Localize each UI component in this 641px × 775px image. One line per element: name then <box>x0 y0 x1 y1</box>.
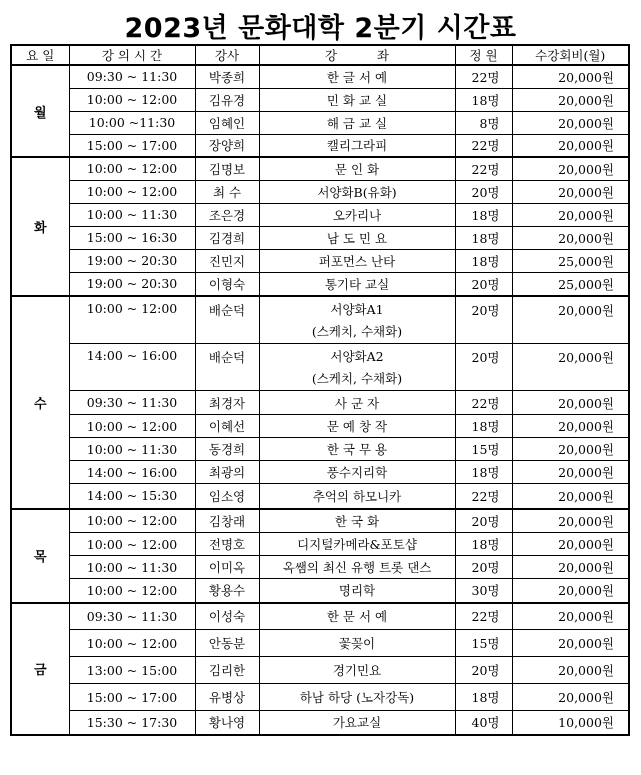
course-cell <box>259 344 455 391</box>
table-row <box>11 657 629 684</box>
teacher-cell: 황나영 <box>195 711 259 735</box>
table-row <box>11 603 629 630</box>
table-row <box>11 579 629 603</box>
fee-cell: 20,000원 <box>512 296 629 344</box>
fee-cell: 20,000원 <box>512 484 629 509</box>
header-capacity: 정 원 <box>455 45 512 65</box>
time-cell: 15:00 ~ 17:00 <box>69 684 195 711</box>
course-subtitle: (스케치, 수채화) <box>311 371 403 386</box>
schedule-body <box>11 65 629 735</box>
capacity-cell: 20명 <box>455 296 512 344</box>
table-row <box>11 203 629 226</box>
capacity-cell: 15명 <box>455 630 512 657</box>
teacher-cell: 이성숙 <box>195 603 259 630</box>
time-cell: 14:00 ~ 15:30 <box>69 484 195 509</box>
fee-cell: 20,000원 <box>512 415 629 438</box>
time-cell: 10:00 ~ 11:30 <box>69 203 195 226</box>
fee-cell: 20,000원 <box>512 391 629 415</box>
capacity-cell: 18명 <box>455 533 512 556</box>
table-row <box>11 461 629 484</box>
capacity-cell: 8명 <box>455 111 512 134</box>
time-cell: 09:30 ~ 11:30 <box>69 603 195 630</box>
time-cell: 14:00 ~ 16:00 <box>69 344 195 391</box>
capacity-cell: 22명 <box>455 484 512 509</box>
teacher-cell: 이미옥 <box>195 556 259 579</box>
teacher-cell: 김유경 <box>195 88 259 111</box>
capacity-cell: 22명 <box>455 65 512 88</box>
table-row <box>11 157 629 180</box>
time-cell: 10:00 ~ 12:00 <box>69 157 195 180</box>
time-cell: 09:30 ~ 11:30 <box>69 65 195 88</box>
teacher-cell: 김경희 <box>195 226 259 249</box>
teacher-cell: 황용수 <box>195 579 259 603</box>
fee-cell: 20,000원 <box>512 65 629 88</box>
table-row <box>11 272 629 296</box>
capacity-cell: 18명 <box>455 203 512 226</box>
fee-cell: 20,000원 <box>512 88 629 111</box>
day-cell: 월 <box>11 65 69 157</box>
capacity-cell: 18명 <box>455 226 512 249</box>
teacher-cell: 최 수 <box>195 180 259 203</box>
fee-cell: 20,000원 <box>512 556 629 579</box>
table-row <box>11 630 629 657</box>
teacher-cell: 이혜선 <box>195 415 259 438</box>
course-cell: 추억의 하모니카 <box>259 484 455 509</box>
table-row <box>11 134 629 157</box>
fee-cell: 20,000원 <box>512 203 629 226</box>
course-subtitle: (스케치, 수채화) <box>311 324 403 339</box>
table-row <box>11 344 629 391</box>
capacity-cell: 18명 <box>455 88 512 111</box>
header-fee: 수강회비(월) <box>512 45 629 65</box>
teacher-cell: 배순덕 <box>195 344 259 391</box>
day-cell: 수 <box>11 296 69 509</box>
capacity-cell: 18명 <box>455 684 512 711</box>
schedule-table <box>10 44 630 736</box>
fee-cell: 20,000원 <box>512 657 629 684</box>
day-cell: 목 <box>11 509 69 603</box>
table-row <box>11 296 629 344</box>
course-cell: 사 군 자 <box>259 391 455 415</box>
fee-cell: 20,000원 <box>512 438 629 461</box>
header-teacher: 강사 <box>195 45 259 65</box>
capacity-cell: 20명 <box>455 180 512 203</box>
fee-cell: 20,000원 <box>512 226 629 249</box>
fee-cell: 20,000원 <box>512 684 629 711</box>
fee-cell: 20,000원 <box>512 603 629 630</box>
teacher-cell: 진민지 <box>195 249 259 272</box>
table-row <box>11 226 629 249</box>
fee-cell: 20,000원 <box>512 509 629 533</box>
course-cell: 서양화B(유화) <box>259 180 455 203</box>
teacher-cell: 동경희 <box>195 438 259 461</box>
course-cell: 한 글 서 예 <box>259 65 455 88</box>
time-cell: 15:00 ~ 17:00 <box>69 134 195 157</box>
table-row <box>11 711 629 735</box>
fee-cell: 20,000원 <box>512 180 629 203</box>
teacher-cell: 최경자 <box>195 391 259 415</box>
capacity-cell: 30명 <box>455 579 512 603</box>
course-name: 서양화A1 <box>330 302 384 317</box>
capacity-cell: 20명 <box>455 272 512 296</box>
table-row <box>11 391 629 415</box>
time-cell: 14:00 ~ 16:00 <box>69 461 195 484</box>
time-cell: 09:30 ~ 11:30 <box>69 391 195 415</box>
teacher-cell: 김창래 <box>195 509 259 533</box>
fee-cell: 25,000원 <box>512 249 629 272</box>
time-cell: 10:00 ~ 12:00 <box>69 509 195 533</box>
table-row <box>11 438 629 461</box>
time-cell: 10:00 ~ 12:00 <box>69 296 195 344</box>
course-cell: 한 국 화 <box>259 509 455 533</box>
course-cell: 오카리나 <box>259 203 455 226</box>
header-course: 강 좌 <box>259 45 455 65</box>
time-cell: 10:00 ~ 12:00 <box>69 180 195 203</box>
capacity-cell: 20명 <box>455 556 512 579</box>
capacity-cell: 18명 <box>455 461 512 484</box>
header-row <box>11 45 629 65</box>
teacher-cell: 임소영 <box>195 484 259 509</box>
fee-cell: 25,000원 <box>512 272 629 296</box>
course-cell: 해 금 교 실 <box>259 111 455 134</box>
time-cell: 10:00 ~ 12:00 <box>69 579 195 603</box>
capacity-cell: 18명 <box>455 249 512 272</box>
time-cell: 13:00 ~ 15:00 <box>69 657 195 684</box>
fee-cell: 20,000원 <box>512 461 629 484</box>
fee-cell: 20,000원 <box>512 111 629 134</box>
time-cell: 10:00 ~ 12:00 <box>69 630 195 657</box>
capacity-cell: 22명 <box>455 603 512 630</box>
teacher-cell: 조은경 <box>195 203 259 226</box>
time-cell: 19:00 ~ 20:30 <box>69 249 195 272</box>
fee-cell: 20,000원 <box>512 157 629 180</box>
teacher-cell: 안동분 <box>195 630 259 657</box>
table-row <box>11 249 629 272</box>
capacity-cell: 22명 <box>455 391 512 415</box>
page-title: 2023년 문화대학 2분기 시간표 <box>124 13 517 44</box>
course-cell <box>259 296 455 344</box>
teacher-cell: 임혜인 <box>195 111 259 134</box>
table-row <box>11 684 629 711</box>
table-row <box>11 88 629 111</box>
course-name: 서양화A2 <box>330 349 384 364</box>
time-cell: 10:00 ~ 12:00 <box>69 415 195 438</box>
course-cell: 캘리그라피 <box>259 134 455 157</box>
capacity-cell: 22명 <box>455 134 512 157</box>
course-cell: 한 국 무 용 <box>259 438 455 461</box>
fee-cell: 20,000원 <box>512 579 629 603</box>
time-cell: 15:30 ~ 17:30 <box>69 711 195 735</box>
fee-cell: 20,000원 <box>512 134 629 157</box>
day-cell: 금 <box>11 603 69 735</box>
fee-cell: 20,000원 <box>512 533 629 556</box>
course-cell: 남 도 민 요 <box>259 226 455 249</box>
course-cell: 경기민요 <box>259 657 455 684</box>
table-row <box>11 415 629 438</box>
teacher-cell: 장양희 <box>195 134 259 157</box>
course-cell: 옥쌤의 최신 유행 트롯 댄스 <box>259 556 455 579</box>
fee-cell: 20,000원 <box>512 630 629 657</box>
course-cell: 민 화 교 실 <box>259 88 455 111</box>
teacher-cell: 박종희 <box>195 65 259 88</box>
capacity-cell: 20명 <box>455 509 512 533</box>
course-cell: 문 예 창 작 <box>259 415 455 438</box>
time-cell: 19:00 ~ 20:30 <box>69 272 195 296</box>
course-cell: 퍼포먼스 난타 <box>259 249 455 272</box>
table-row <box>11 533 629 556</box>
table-row <box>11 509 629 533</box>
course-cell: 가요교실 <box>259 711 455 735</box>
teacher-cell: 최광의 <box>195 461 259 484</box>
course-cell: 디지털카메라&포토샵 <box>259 533 455 556</box>
time-cell: 10:00 ~11:30 <box>69 111 195 134</box>
time-cell: 10:00 ~ 12:00 <box>69 88 195 111</box>
teacher-cell: 김리한 <box>195 657 259 684</box>
course-cell: 하남 하당 (노자강독) <box>259 684 455 711</box>
table-row <box>11 556 629 579</box>
course-cell: 한 문 서 예 <box>259 603 455 630</box>
day-cell: 화 <box>11 157 69 296</box>
time-cell: 10:00 ~ 12:00 <box>69 533 195 556</box>
course-cell: 꽃꽂이 <box>259 630 455 657</box>
time-cell: 15:00 ~ 16:30 <box>69 226 195 249</box>
capacity-cell: 18명 <box>455 415 512 438</box>
capacity-cell: 15명 <box>455 438 512 461</box>
teacher-cell: 유병상 <box>195 684 259 711</box>
course-cell: 통기타 교실 <box>259 272 455 296</box>
fee-cell: 10,000원 <box>512 711 629 735</box>
time-cell: 10:00 ~ 11:30 <box>69 556 195 579</box>
table-row <box>11 180 629 203</box>
capacity-cell: 22명 <box>455 157 512 180</box>
teacher-cell: 이형숙 <box>195 272 259 296</box>
capacity-cell: 40명 <box>455 711 512 735</box>
teacher-cell: 전명호 <box>195 533 259 556</box>
course-cell: 명리학 <box>259 579 455 603</box>
table-row <box>11 111 629 134</box>
teacher-cell: 배순덕 <box>195 296 259 344</box>
header-day: 요 일 <box>11 45 69 65</box>
header-time: 강 의 시 간 <box>69 45 195 65</box>
table-row <box>11 484 629 509</box>
teacher-cell: 김명보 <box>195 157 259 180</box>
fee-cell: 20,000원 <box>512 344 629 391</box>
time-cell: 10:00 ~ 11:30 <box>69 438 195 461</box>
course-cell: 문 인 화 <box>259 157 455 180</box>
course-cell: 풍수지리학 <box>259 461 455 484</box>
capacity-cell: 20명 <box>455 344 512 391</box>
table-row <box>11 65 629 88</box>
capacity-cell: 20명 <box>455 657 512 684</box>
